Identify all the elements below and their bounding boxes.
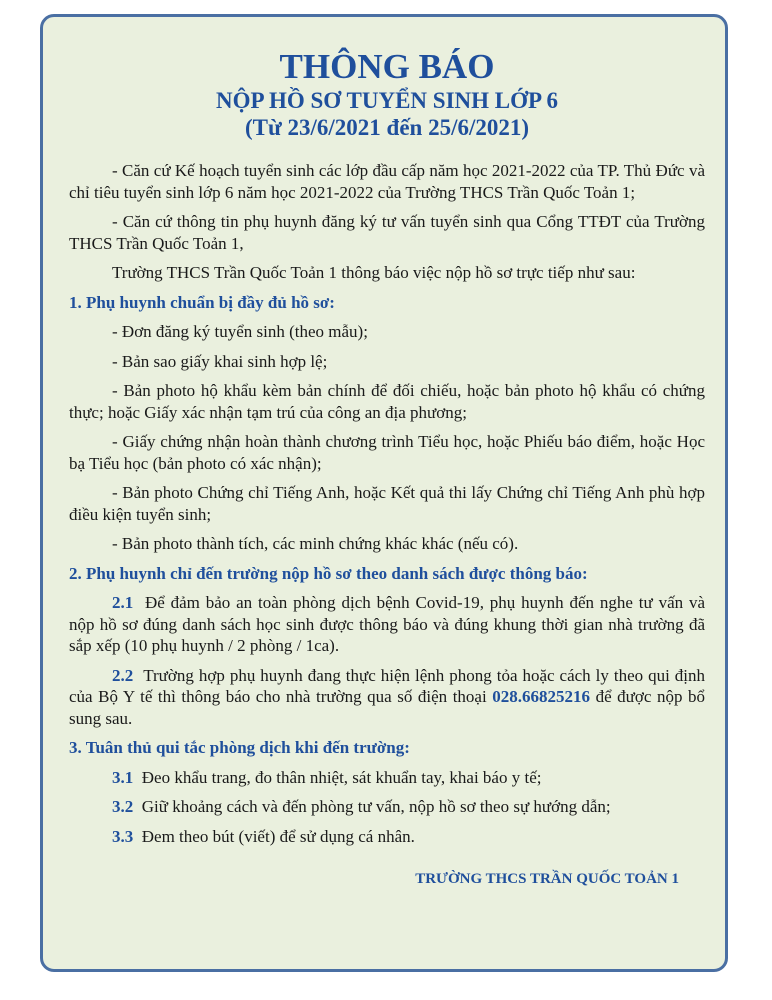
item-text-tail: để được nộp bổ sung sau.	[69, 687, 706, 728]
document-item: - Giấy chứng nhận hoàn thành chương trình Tiểu học, hoặc Phiếu báo điểm, hoặc Học bạ Tiểu học (bản photo có xác nhận);	[69, 432, 705, 473]
document-item: - Bản sao giấy khai sinh hợp lệ;	[112, 351, 328, 371]
intro-paragraph: - Căn cứ thông tin phụ huynh đăng ký tư vấn tuyển sinh qua Cổng TTĐT của Trường THCS Trần Quốc Toản 1,	[69, 212, 705, 253]
notice-panel	[40, 14, 728, 972]
rule-item	[69, 767, 705, 789]
notice-date-range: (Từ 23/6/2021 đến 25/6/2021)	[244, 115, 530, 140]
rule-item	[69, 826, 705, 848]
document-item: - Bản photo hộ khẩu kèm bản chính để đối chiếu, hoặc bản photo hộ khẩu có chứng thực; hoặc Giấy xác nhận tạm trú của công an địa phương;	[69, 381, 705, 422]
section-2-item-2	[69, 665, 705, 730]
item-text: Đeo khẩu trang, đo thân nhiệt, sát khuẩn tay, khai báo y tế;	[141, 767, 542, 787]
item-text: Để đảm bảo an toàn phòng dịch bệnh Covid-19, phụ huynh đến nghe tư vấn và nộp hồ sơ đúng danh sách học sinh được thông báo và đúng khung thời gian nhà trường đã sắp xếp (10 phụ huynh / 2 phòng / 1ca).	[69, 593, 706, 655]
item-text: Trường hợp phụ huynh đang thực hiện lệnh phong tỏa hoặc cách ly theo qui định của Bộ Y tế thì thông báo cho nhà trường qua số điện thoại	[69, 665, 706, 706]
notice-subtitle: NỘP HỒ SƠ TUYỂN SINH LỚP 6	[215, 88, 559, 113]
item-number: 2.1	[112, 593, 134, 612]
item-number: 3.2	[112, 797, 134, 816]
item-number: 3.3	[112, 826, 134, 846]
document-item: - Đơn đăng ký tuyển sinh (theo mẫu);	[112, 322, 368, 341]
intro-paragraph: - Căn cứ Kế hoạch tuyển sinh các lớp đầu cấp năm học 2021-2022 của TP. Thủ Đức và chỉ tiêu tuyển sinh lớp 6 năm học 2021-2022 của Trường THCS Trần Quốc Toản 1;	[69, 161, 705, 202]
notice-body	[69, 160, 705, 891]
document-item: - Bản photo Chứng chỉ Tiếng Anh, hoặc Kết quả thi lấy Chứng chỉ Tiếng Anh phù hợp điều kiện tuyển sinh;	[69, 483, 705, 524]
section-3-heading: 3. Tuân thủ qui tắc phòng dịch khi đến trường:	[69, 738, 410, 757]
section-2-heading: 2. Phụ huynh chỉ đến trường nộp hồ sơ theo danh sách được thông báo:	[69, 563, 588, 583]
item-text: Đem theo bút (viết) để sử dụng cá nhân.	[141, 826, 415, 846]
item-number: 2.2	[112, 665, 134, 685]
phone-number: 028.66825216	[492, 687, 591, 706]
rule-item	[69, 796, 705, 818]
item-number: 3.1	[112, 767, 134, 787]
notice-title: THÔNG BÁO	[279, 47, 495, 86]
school-signature: TRƯỜNG THCS TRẦN QUỐC TOẢN 1	[415, 871, 679, 887]
intro-paragraph: Trường THCS Trần Quốc Toản 1 thông báo việc nộp hồ sơ trực tiếp như sau:	[112, 263, 636, 282]
item-text: Giữ khoảng cách và đến phòng tư vấn, nộp hồ sơ theo sự hướng dẫn;	[141, 797, 611, 816]
document-item: - Bản photo thành tích, các minh chứng khác khác (nếu có).	[112, 534, 519, 553]
notice-content	[69, 47, 705, 891]
section-1-heading: 1. Phụ huynh chuẩn bị đầy đủ hồ sơ:	[69, 292, 335, 312]
section-2-item-1	[69, 592, 705, 657]
